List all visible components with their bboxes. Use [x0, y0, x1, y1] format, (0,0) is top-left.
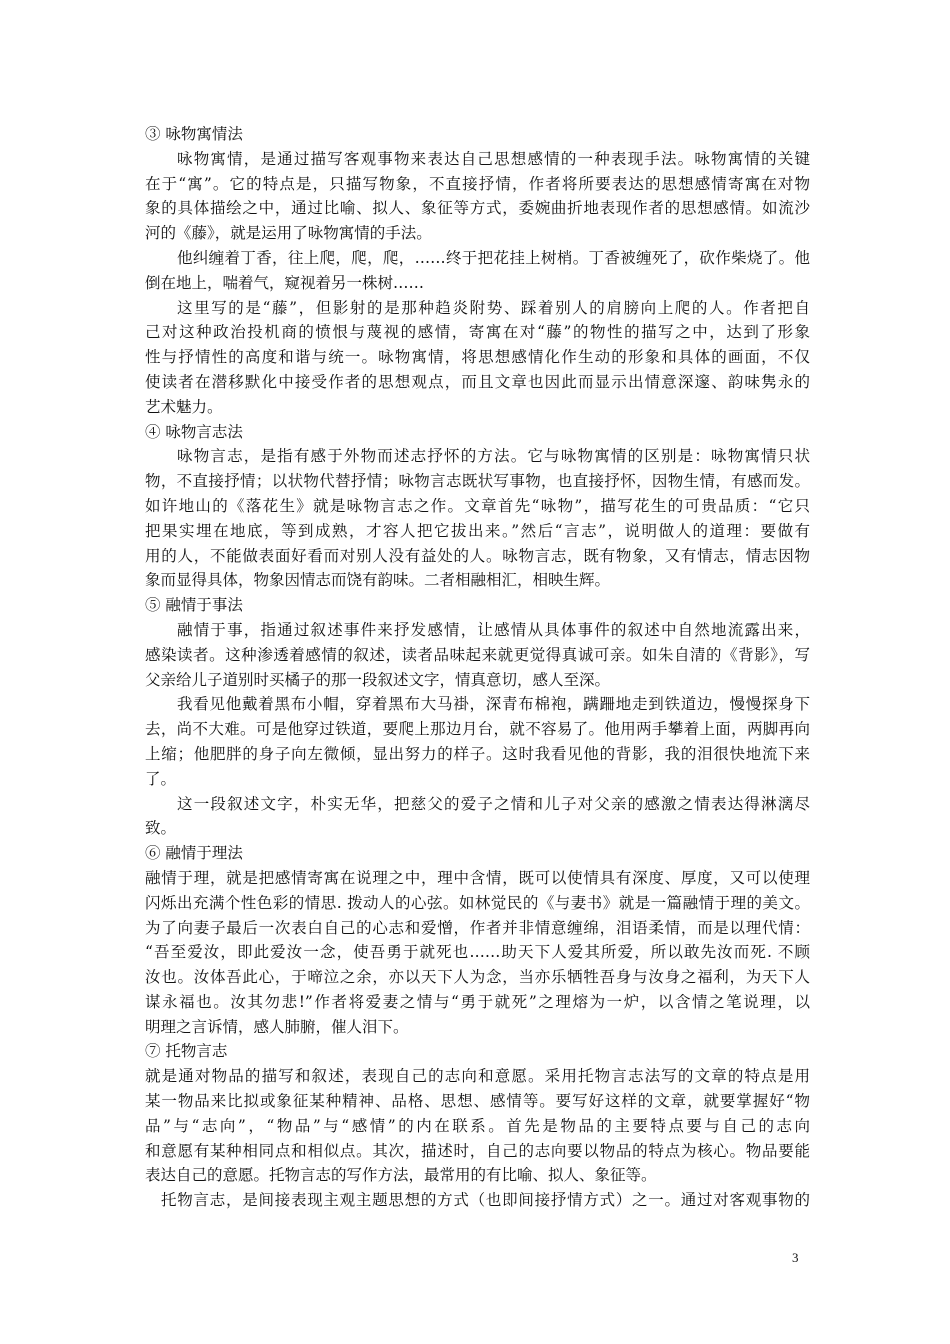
text-line: 象而显得具体，物象因情志而饶有韵味。二者相融相汇，相映生辉。: [145, 571, 611, 590]
page-number: 3: [792, 1250, 799, 1265]
paragraph: [145, 866, 810, 1040]
section-heading: ⑤ 融情于事法: [145, 596, 243, 615]
section-heading: ④ 咏物言志法: [145, 422, 243, 441]
section-heading: ③ 咏物寓情法: [145, 125, 243, 143]
paragraph: [145, 792, 810, 842]
text-line: 明理之言诉情，感人肺腑，催人泪下。: [145, 1017, 409, 1036]
paragraph: [145, 1188, 810, 1213]
paragraph: [145, 692, 810, 791]
text-line: 象的具体描绘之中，通过比喻、拟人、象征等方式，委婉曲折地表现作者的思想感情。如流沙: [145, 199, 810, 218]
text-line: 托物言志，是间接表现主观主题思想的方式（也即间接抒情方式）之一。通过对客观事物的: [161, 1191, 810, 1210]
text-line: “吾至爱汝，即此爱汝一念，使吾勇于就死也……助天下人爱其所爱，所以敢先汝而死. 不顾: [145, 943, 810, 962]
paragraph: [145, 147, 810, 246]
text-line: 己对这种政治投机商的愤恨与蔑视的感情，寄寓在对“藤”的物性的描写之中，达到了形象: [145, 323, 810, 342]
text-line: 谋永福也。汝其勿悲!”作者将爱妻之情与“勇于就死”之理熔为一炉，以含情之笔说理，以: [145, 992, 810, 1011]
text-line: 融情于事，指通过叙述事件来抒发感情，让感情从具体事件的叙述中自然地流露出来，: [177, 620, 810, 639]
text-line: 为了向妻子最后一次表白自己的心志和爱憎，作者并非情意缠绵，泪语柔情，而是以理代情：: [145, 918, 810, 937]
text-line: 倒在地上，喘着气，窥视着另一株树……: [145, 273, 425, 292]
text-line: 上缩；他肥胖的身子向左微倾，显出努力的样子。这时我看见他的背影，我的泪很快地流下来: [145, 744, 810, 763]
text-line: 我看见他戴着黑布小帽，穿着黑布大马褂，深青布棉袍，蹒跚地走到铁道边，慢慢探身下: [177, 695, 810, 714]
text-line: 在于“寓”。它的特点是，只描写物象，不直接抒情，作者将所要表达的思想感情寄寓在对物: [145, 174, 810, 193]
text-line: 咏物言志，是指有感于外物而述志抒怀的方法。它与咏物寓情的区别是：咏物寓情只状: [177, 447, 810, 466]
text-line: 艺术魅力。: [145, 397, 223, 416]
text-line: 如许地山的《落花生》就是咏物言志之作。文章首先“咏物”，描写花生的可贵品质：“它只: [145, 496, 810, 515]
text-line: 致。: [145, 819, 177, 838]
text-line: 汝也。汝体吾此心，于啼泣之余，亦以天下人为念，当亦乐牺牲吾身与汝身之福利，为天下人: [145, 968, 810, 987]
text-line: 品”与“志向”，“物品”与“感情”的内在联系。首先是物品的主要特点要与自己的志向: [145, 1116, 810, 1135]
paragraph: [145, 618, 810, 692]
text-line: 咏物寓情，是通过描写客观事物来表达自己思想感情的一种表现手法。咏物寓情的关键: [177, 149, 810, 168]
paragraph: [145, 246, 810, 296]
paragraph: [145, 1064, 810, 1188]
text-line: 表达自己的意愿。托物言志的写作方法，最常用的有比喻、拟人、象征等。: [145, 1166, 657, 1185]
text-line: 和意愿有某种相同点和相似点。其次，描述时，自己的志向要以物品的特点为核心。物品要能: [145, 1141, 810, 1160]
text-line: 某一物品来比拟或象征某种精神、品格、思想、感情等。要写好这样的文章，就要掌握好“物: [145, 1092, 810, 1111]
text-line: 闪烁出充满个性色彩的情思. 拨动人的心弦。如林觉民的《与妻书》就是一篇融情于理的美文。: [145, 893, 810, 912]
paragraph: [145, 444, 810, 593]
paragraph: [145, 296, 810, 420]
text-line: 使读者在潜移默化中接受作者的思想观点，而且文章也因此而显示出情意深邃、韵味隽永的: [145, 372, 810, 391]
text-line: 就是通对物品的描写和叙述，表现自己的志向和意愿。采用托物言志法写的文章的特点是用: [145, 1067, 810, 1086]
text-line: 了。: [145, 769, 177, 788]
text-line: 这里写的是“藤”，但影射的是那种趋炎附势、踩着别人的肩膀向上爬的人。作者把自: [177, 298, 810, 317]
document-body: [145, 122, 810, 1213]
text-line: 去，尚不大难。可是他穿过铁道，要爬上那边月台，就不容易了。他用两手攀着上面，两脚再向: [145, 720, 810, 739]
section-heading: ⑥ 融情于理法: [145, 844, 243, 863]
text-line: 父亲给儿子道别时买橘子的那一段叙述文字，情真意切，感人至深。: [145, 670, 611, 689]
text-line: 感染读者。这种渗透着感情的叙述，读者品味起来就更觉得真诚可亲。如朱自清的《背影》，写: [145, 645, 810, 664]
text-line: 融情于理，就是把感情寄寓在说理之中，理中含情，既可以使情具有深度、厚度，又可以使理: [145, 868, 810, 887]
section-heading: ⑦ 托物言志: [145, 1042, 228, 1061]
text-line: 河的《藤》，就是运用了咏物寓情的手法。: [145, 224, 432, 243]
text-line: 性与抒情性的高度和谐与统一。咏物寓情，将思想感情化作生动的形象和具体的画面，不仅: [145, 348, 810, 367]
text-line: 这一段叙述文字，朴实无华，把慈父的爱子之情和儿子对父亲的感激之情表达得淋漓尽: [177, 794, 810, 813]
text-line: 物，不直接抒情；以状物代替抒情；咏物言志既状写事物，也直接抒怀，因物生情，有感而发。: [145, 472, 810, 491]
text-line: 用的人，不能做表面好看而对别人没有益处的人。咏物言志，既有物象，又有情志，情志因物: [145, 546, 810, 565]
text-line: 他纠缠着丁香，往上爬，爬，爬，……终于把花挂上树梢。丁香被缠死了，砍作柴烧了。他: [177, 248, 810, 267]
text-line: 把果实埋在地底，等到成熟，才容人把它拔出来。”然后“言志”，说明做人的道理：要做有: [145, 521, 810, 540]
